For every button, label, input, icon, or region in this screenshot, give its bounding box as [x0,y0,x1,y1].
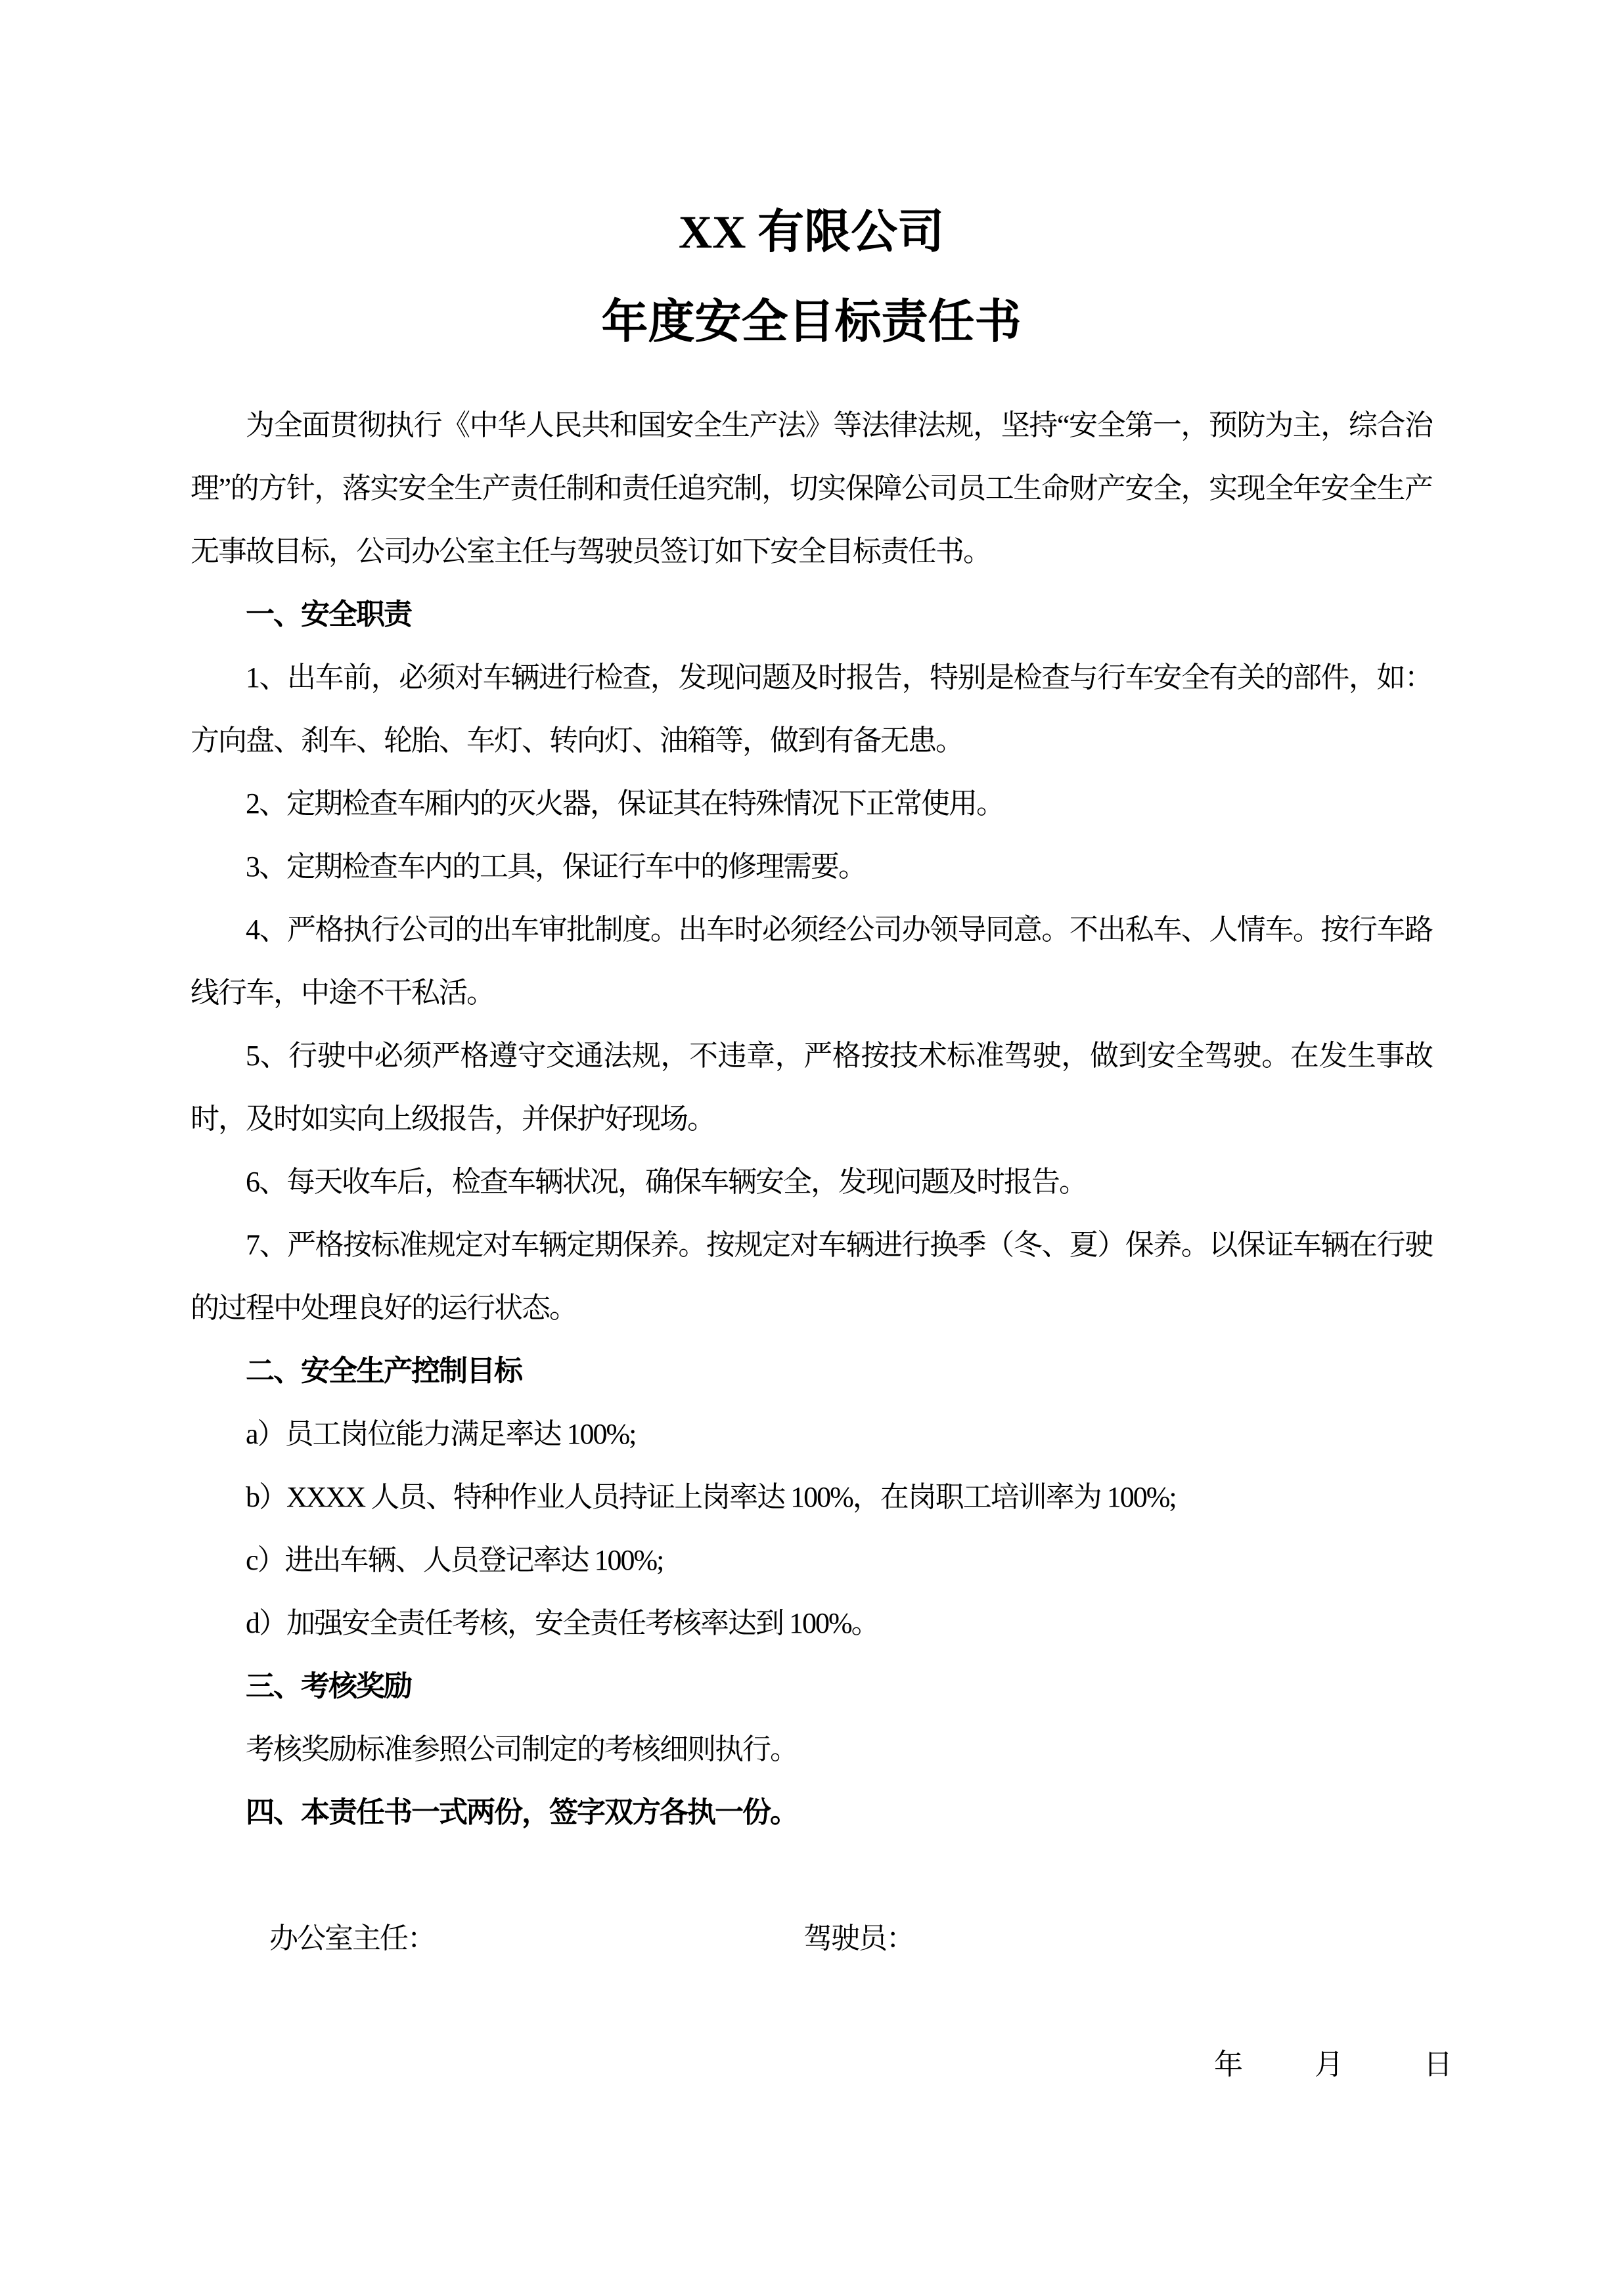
paragraph: 4、严格执行公司的出车审批制度。出车时必须经公司办领导同意。不出私车、人情车。按行车路线行车，中途不干私活。 [191,914,1432,1009]
section-heading: 四、本责任书一式两份，签字双方各执一份。 [246,1796,798,1828]
document-title: XX 有限公司 [678,207,945,258]
paragraph: 考核奖励标准参照公司制定的考核细则执行。 [246,1733,798,1765]
date-year-label: 年 [1214,2048,1242,2081]
paragraph: 3、定期检查车内的工具，保证行车中的修理需要。 [246,850,866,883]
office-director-signature-label: 办公室主任： [269,1922,435,1954]
date-day-label: 日 [1424,2048,1451,2081]
paragraph: a）员工岗位能力满足率达 100%; [246,1418,636,1450]
paragraph: 1、出车前，必须对车辆进行检查，发现问题及时报告，特别是检查与行车安全有关的部件，如：方向盘、刹车、轮胎、车灯、转向灯、油箱等，做到有备无患。 [191,661,1432,757]
document-subtitle: 年度安全目标责任书 [601,297,1022,348]
driver-signature-label: 驾驶员： [803,1922,914,1954]
paragraph: c）进出车辆、人员登记率达 100%; [246,1544,664,1576]
paragraph: 2、定期检查车厢内的灭火器，保证其在特殊情况下正常使用。 [246,787,1004,820]
paragraph: 7、严格按标准规定对车辆定期保养。按规定对车辆进行换季（冬、夏）保养。以保证车辆在行驶的过程中处理良好的运行状态。 [191,1229,1432,1324]
date-line [191,2033,1451,2096]
section-heading: 二、安全生产控制目标 [246,1355,522,1387]
paragraph: 5、行驶中必须严格遵守交通法规，不违章，严格按技术标准驾驶，做到安全驾驶。在发生事故时，及时如实向上级报告，并保护好现场。 [191,1040,1432,1135]
signature-row [191,1907,1432,1970]
paragraph: 6、每天收车后，检查车辆状况，确保车辆安全，发现问题及时报告。 [246,1166,1087,1198]
date-month-label: 月 [1315,2048,1342,2081]
section-heading: 一、安全职责 [246,598,411,630]
paragraph: d）加强安全责任考核，安全责任考核率达到 100%。 [246,1607,879,1639]
paragraph: b）XXXX 人员、特种作业人员持证上岗率达 100%，在岗职工培训率为 100%; [246,1481,1176,1513]
document-body [191,394,1432,1844]
paragraph: 为全面贯彻执行《中华人民共和国安全生产法》等法律法规，坚持“安全第一，预防为主，综合治理”的方针，落实安全生产责任制和责任追究制，切实保障公司员工生命财产安全，实现全年安全生产无事故目标，公司办公室主任与驾驶员签订如下安全目标责任书。 [191,409,1432,567]
section-heading: 三、考核奖励 [246,1670,411,1702]
